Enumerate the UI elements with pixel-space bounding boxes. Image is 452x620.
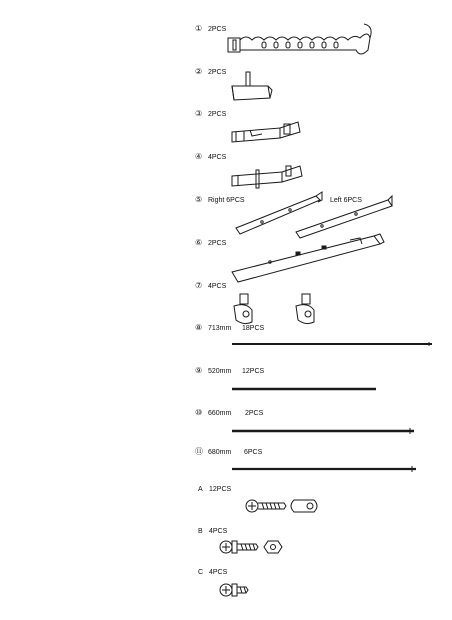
part-8-quantity: 18PCS [242,325,265,332]
part-6-quantity: 2PCS [208,240,227,247]
part-1-number: ① [195,24,203,33]
base-connector-drawing [232,72,272,100]
rod-660-drawing [232,428,414,434]
part-9-number: ⑨ [195,366,203,375]
part-9-quantity: 12PCS [242,368,265,375]
part-5-left-quantity: Left 6PCS [330,197,362,204]
part-7-quantity: 4PCS [208,283,227,290]
notched-bar-drawing [228,24,371,54]
rod-713-drawing [232,342,432,346]
hardware-b-letter: B [198,528,203,535]
part-11-length: 680mm [208,449,232,456]
part-3-quantity: 2PCS [208,111,227,118]
bracket-3-drawing [232,122,300,142]
part-4-quantity: 4PCS [208,154,227,161]
rails-drawing [236,192,392,238]
hardware-c-quantity: 4PCS [209,569,228,576]
part-11-quantity: 6PCS [244,449,263,456]
bolt-b-drawing [220,541,282,553]
part-2-quantity: 2PCS [208,69,227,76]
part-8-length: 713mm [208,325,232,332]
bolt-c-drawing [220,584,248,596]
long-bracket-drawing [232,234,384,282]
part-1-quantity: 2PCS [208,26,227,33]
part-10-number: ⑩ [195,408,203,417]
part-10-quantity: 2PCS [245,410,264,417]
part-7-number: ⑦ [195,281,203,290]
hardware-a-quantity: 12PCS [209,486,232,493]
screw-a-drawing [246,500,317,512]
part-5-right-quantity: Right 6PCS [208,197,245,204]
part-9-length: 520mm [208,368,232,375]
part-2-number: ② [195,67,203,76]
hardware-a-letter: A [198,486,203,493]
part-5-number: ⑤ [195,195,203,204]
bracket-4-drawing [232,166,302,188]
part-10-length: 660mm [208,410,232,417]
caster-clips-drawing [234,294,314,324]
hardware-b-quantity: 4PCS [209,528,228,535]
part-11-number: ⑪ [195,447,203,456]
part-8-number: ⑧ [195,323,203,332]
hardware-c-letter: C [198,569,204,576]
part-4-number: ④ [195,152,203,161]
part-6-number: ⑥ [195,238,203,247]
rod-680-drawing [232,466,416,472]
part-3-number: ③ [195,109,203,118]
